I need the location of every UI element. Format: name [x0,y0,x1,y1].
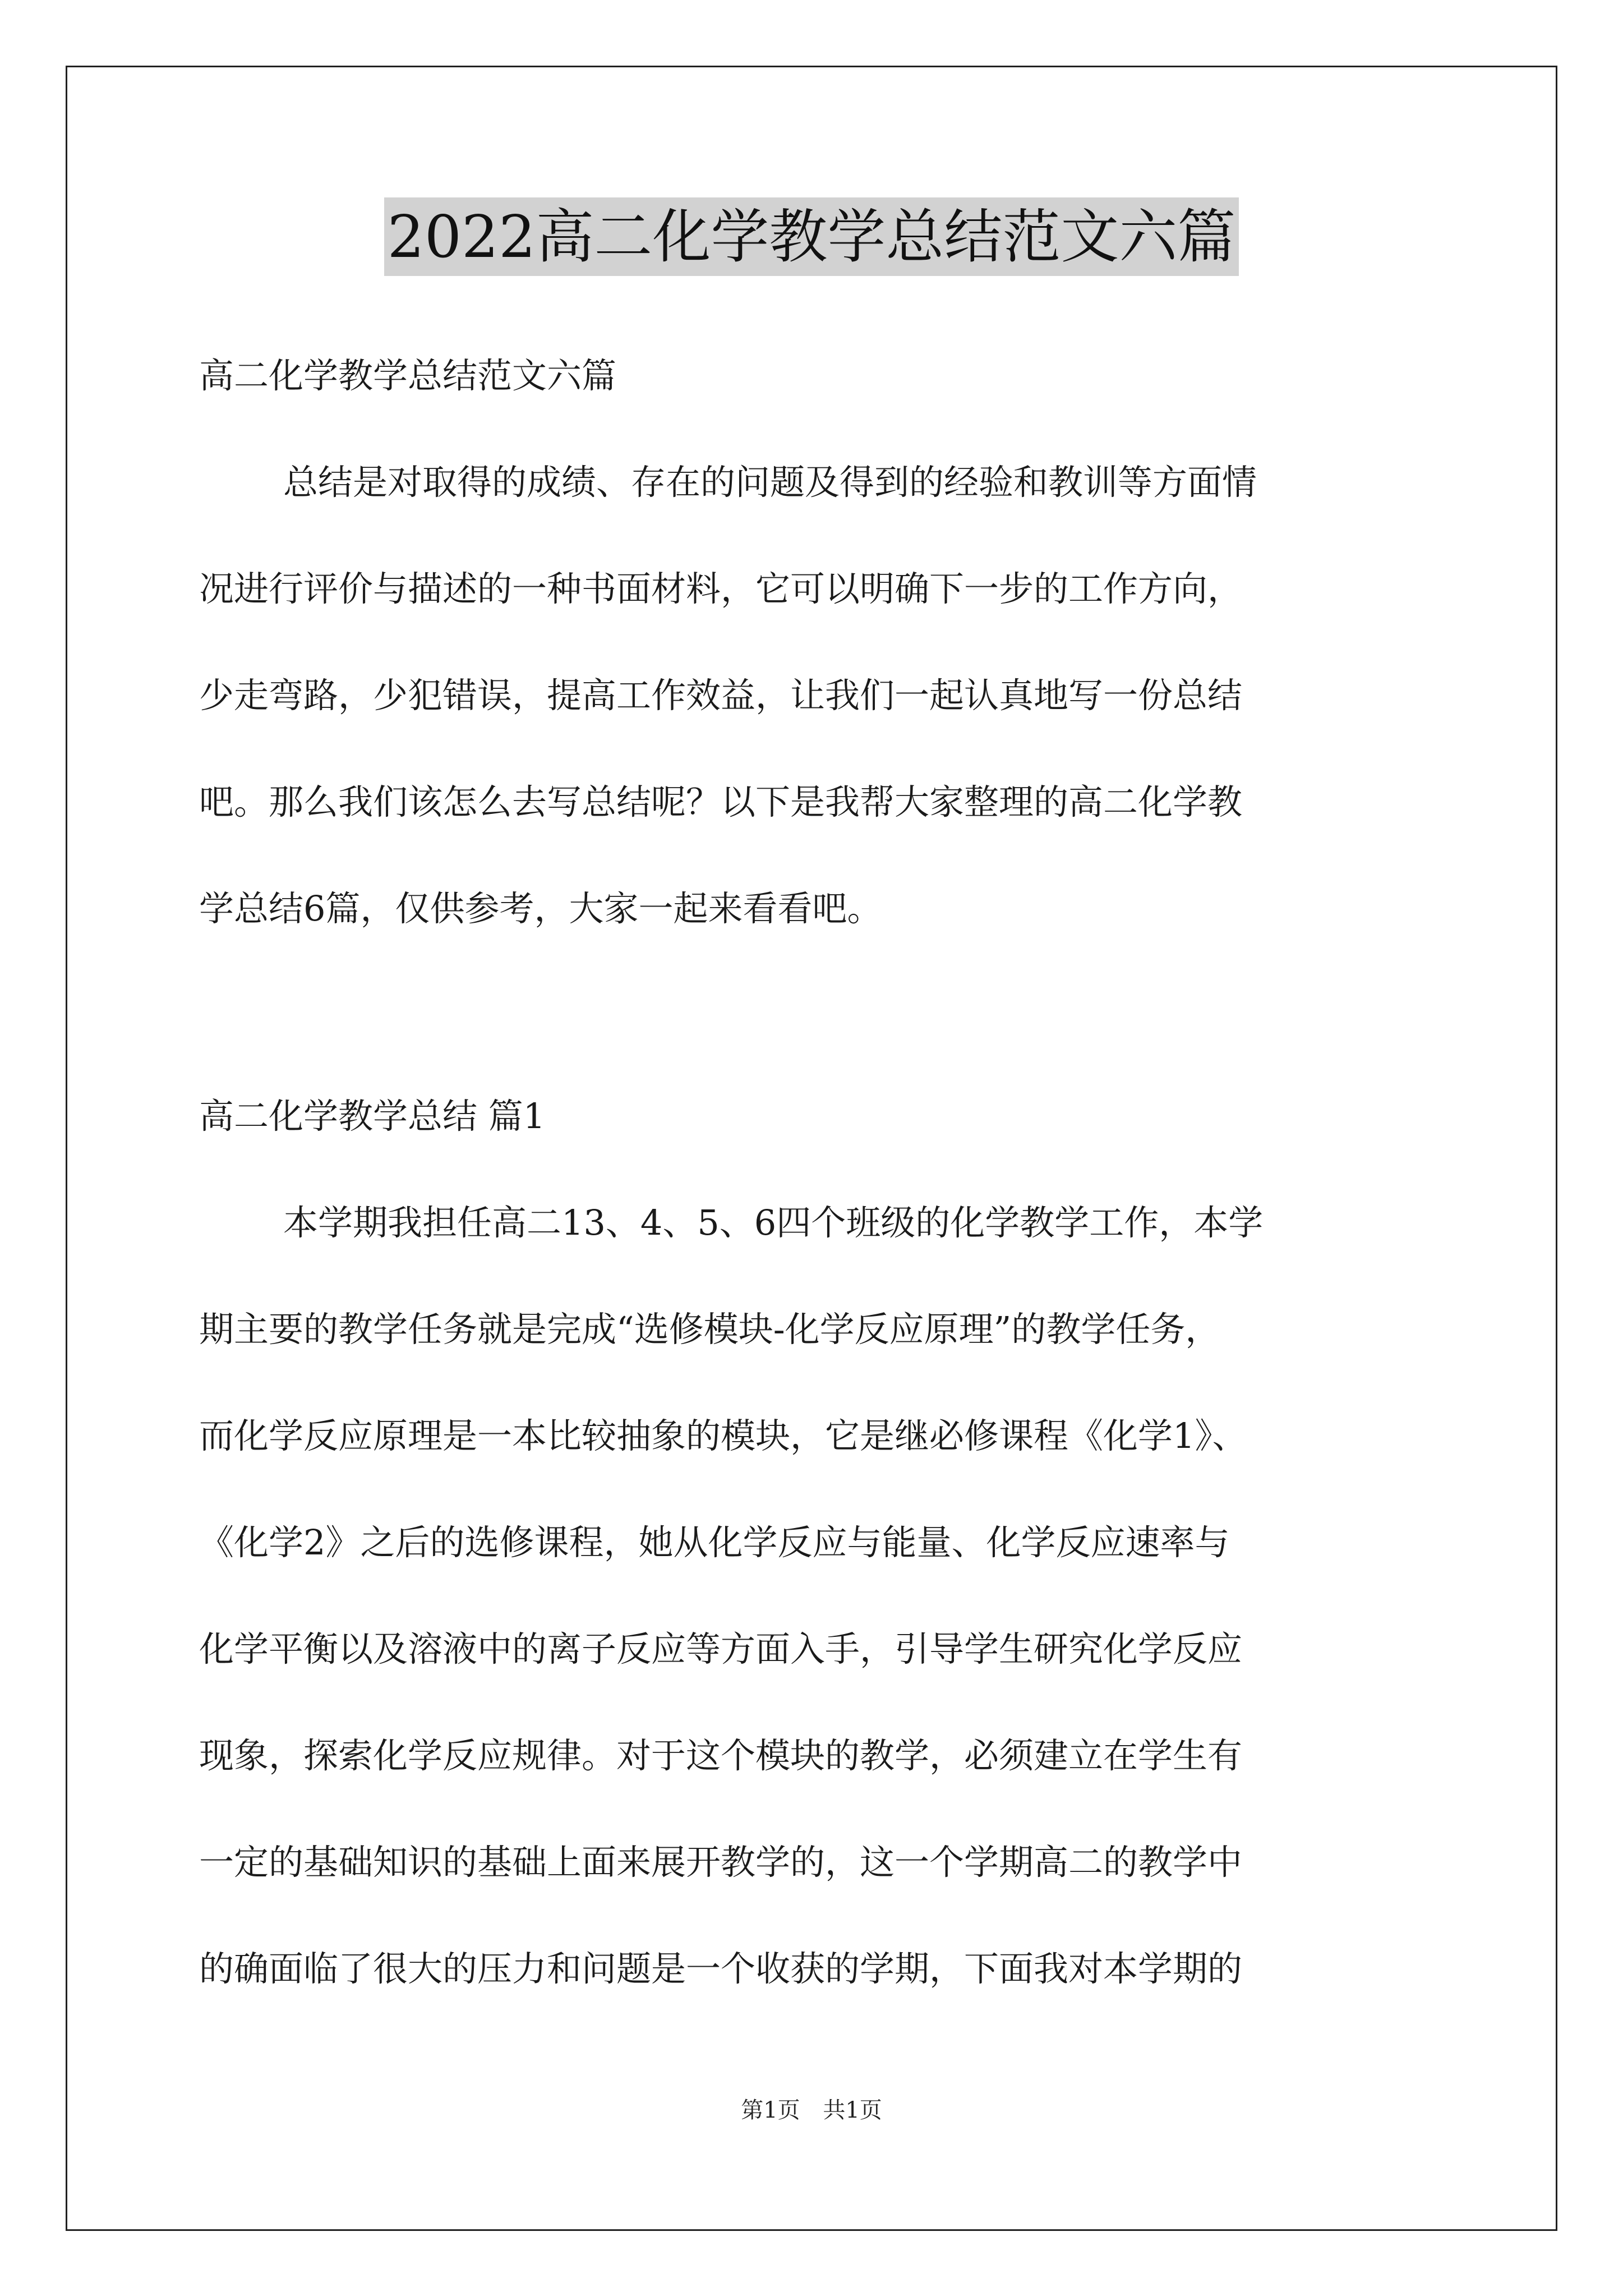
section-line: 期主要的教学任务就是完成“选修模块-化学反应原理”的教学任务， [199,1309,1220,1350]
intro-line: 吧。那么我们该怎么去写总结呢？以下是我帮大家整理的高二化学教 [199,781,1243,822]
section-line: 而化学反应原理是一本比较抽象的模块，它是继必修课程《化学1》、 [199,1415,1247,1456]
intro-line: 少走弯路，少犯错误，提高工作效益，让我们一起认真地写一份总结 [199,675,1243,716]
section-line: 《化学2》之后的选修课程，她从化学反应与能量、化学反应速率与 [199,1522,1230,1563]
intro-line: 况进行评价与描述的一种书面材料，它可以明确下一步的工作方向， [199,568,1243,609]
section-line: 本学期我担任高二13、4、5、6四个班级的化学教学工作，本学 [283,1202,1264,1243]
page-total: 共1页 [823,2097,882,2123]
section-line: 一定的基础知识的基础上面来展开教学的，这一个学期高二的教学中 [199,1842,1243,1883]
intro-line: 学总结6篇，仅供参考，大家一起来看看吧。 [199,888,882,929]
title-container [0,197,1623,276]
intro-line: 总结是对取得的成绩、存在的问题及得到的经验和教训等方面情 [283,462,1257,503]
page-footer [0,2093,1623,2127]
document-title: 2022高二化学教学总结范文六篇 [384,197,1239,276]
section-line: 化学平衡以及溶液中的离子反应等方面入手，引导学生研究化学反应 [199,1628,1243,1669]
document-subtitle: 高二化学教学总结范文六篇 [199,355,617,396]
section-line: 的确面临了很大的压力和问题是一个收获的学期，下面我对本学期的 [199,1948,1243,1989]
section-line: 现象，探索化学反应规律。对于这个模块的教学，必须建立在学生有 [199,1735,1243,1776]
page-number: 第1页 [741,2097,800,2123]
section-heading: 高二化学教学总结 篇1 [199,1096,546,1137]
